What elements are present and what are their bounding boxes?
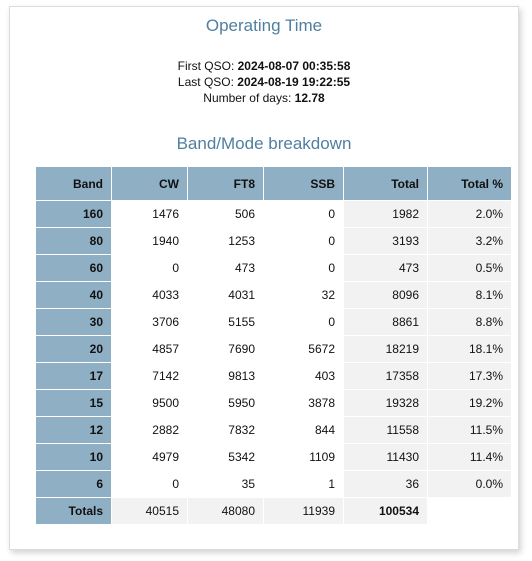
total-pct-cell: 19.2% [428,390,512,417]
last-qso-line [10,74,518,90]
ssb-cell: 0 [264,201,344,228]
ssb-cell: 0 [264,309,344,336]
band-mode-title: Band/Mode breakdown [176,134,352,153]
operating-time-title: Operating Time [205,16,323,35]
cw-cell: 4979 [112,444,188,471]
days-value: 12.78 [294,91,325,105]
band-cell: 40 [36,282,112,309]
band-cell: 17 [36,363,112,390]
total-pct-cell: 2.0% [428,201,512,228]
ft8-cell: 506 [188,201,264,228]
ssb-cell: 0 [264,255,344,282]
cw-cell: 4857 [112,336,188,363]
table-row [36,363,512,390]
totals-empty-cell [428,498,512,525]
total-cell: 19328 [344,390,428,417]
days-label: Number of days: [203,91,292,105]
table-row [36,255,512,282]
cw-cell: 0 [112,471,188,498]
total-cell: 1982 [344,201,428,228]
total-pct-cell: 0.0% [428,471,512,498]
band-cell: 80 [36,228,112,255]
ft8-cell: 5950 [188,390,264,417]
last-qso-value: 2024-08-19 19:22:55 [237,75,351,89]
table-row [36,201,512,228]
table-row [36,228,512,255]
cw-cell: 9500 [112,390,188,417]
band-cell: 6 [36,471,112,498]
table-row [36,390,512,417]
ssb-cell: 5672 [264,336,344,363]
totals-ssb: 11939 [264,498,344,525]
totals-ft8: 48080 [188,498,264,525]
ssb-cell: 1 [264,471,344,498]
ft8-cell: 5155 [188,309,264,336]
first-qso-value: 2024-08-07 00:35:58 [237,59,351,73]
ssb-cell: 0 [264,228,344,255]
band-cell: 160 [36,201,112,228]
ft8-cell: 7690 [188,336,264,363]
total-cell: 3193 [344,228,428,255]
ft8-cell: 1253 [188,228,264,255]
table-row [36,444,512,471]
table-row [36,417,512,444]
report-card [9,6,519,550]
cw-cell: 2882 [112,417,188,444]
total-pct-cell: 18.1% [428,336,512,363]
table-row [36,282,512,309]
ft8-cell: 35 [188,471,264,498]
band-cell: 60 [36,255,112,282]
total-cell: 473 [344,255,428,282]
total-pct-cell: 8.1% [428,282,512,309]
totals-cw: 40515 [112,498,188,525]
totals-grand-total: 100534 [344,498,428,525]
band-cell: 15 [36,390,112,417]
cw-cell: 1476 [112,201,188,228]
total-cell: 11430 [344,444,428,471]
first-qso-line [10,58,518,74]
cw-cell: 1940 [112,228,188,255]
totals-row [36,498,512,525]
operating-time-stats [10,58,518,106]
total-cell: 17358 [344,363,428,390]
total-cell: 8096 [344,282,428,309]
total-pct-cell: 8.8% [428,309,512,336]
total-pct-cell: 11.5% [428,417,512,444]
table-row [36,309,512,336]
total-pct-cell: 0.5% [428,255,512,282]
column-header-total-pct: Total % [428,167,512,201]
last-qso-label: Last QSO: [177,75,234,89]
ssb-cell: 32 [264,282,344,309]
total-pct-cell: 11.4% [428,444,512,471]
ft8-cell: 9813 [188,363,264,390]
cw-cell: 7142 [112,363,188,390]
total-cell: 11558 [344,417,428,444]
column-header-total: Total [344,167,428,201]
column-header-band: Band [36,167,112,201]
totals-label: Totals [36,498,112,525]
ft8-cell: 7832 [188,417,264,444]
column-header-ft8: FT8 [188,167,264,201]
ssb-cell: 403 [264,363,344,390]
table-header-row [36,167,512,201]
ft8-cell: 4031 [188,282,264,309]
total-pct-cell: 17.3% [428,363,512,390]
total-cell: 8861 [344,309,428,336]
ssb-cell: 3878 [264,390,344,417]
ft8-cell: 5342 [188,444,264,471]
table-row [36,336,512,363]
band-mode-table [36,167,512,525]
band-cell: 20 [36,336,112,363]
total-cell: 18219 [344,336,428,363]
cw-cell: 4033 [112,282,188,309]
cw-cell: 3706 [112,309,188,336]
band-cell: 30 [36,309,112,336]
days-line [10,90,518,106]
band-cell: 10 [36,444,112,471]
total-cell: 36 [344,471,428,498]
column-header-cw: CW [112,167,188,201]
table-row [36,471,512,498]
ft8-cell: 473 [188,255,264,282]
ssb-cell: 1109 [264,444,344,471]
cw-cell: 0 [112,255,188,282]
band-cell: 12 [36,417,112,444]
ssb-cell: 844 [264,417,344,444]
total-pct-cell: 3.2% [428,228,512,255]
column-header-ssb: SSB [264,167,344,201]
first-qso-label: First QSO: [177,59,235,73]
